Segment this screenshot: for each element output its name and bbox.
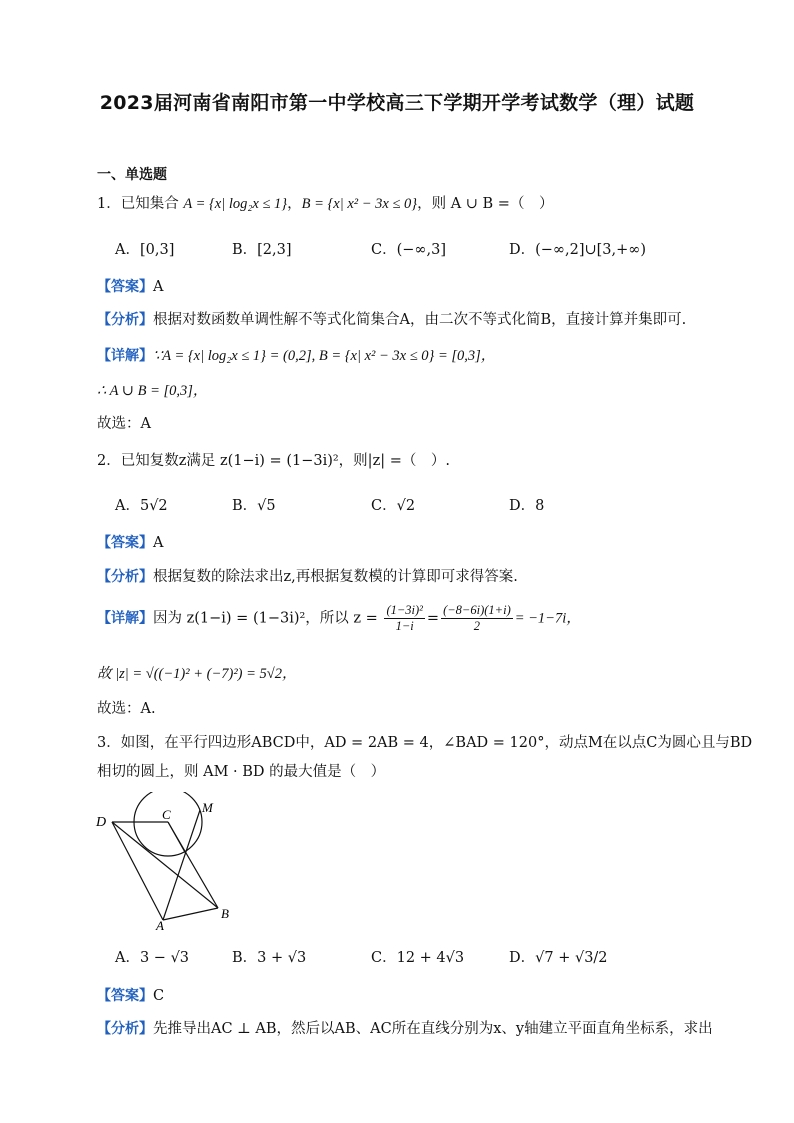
q1-detail [97, 344, 495, 365]
diagonal-bd [112, 822, 218, 908]
circle-c [134, 792, 202, 856]
q2-choose: 故选：A. [97, 701, 156, 717]
analysis-tag: 【分析】 [97, 569, 153, 585]
section-heading: 一、单选题 [97, 167, 167, 183]
q2-stem-text: 已知复数z满足 z(1−i) = (1−3i)²，则|z| =（ ）. [120, 453, 450, 469]
label-b: B [221, 906, 229, 921]
q1-detail-text: ∵A = {x| log₂x ≤ 1} = (0,2], B = {x| x² − 3x ≤ 0} = [0,3]， [153, 348, 496, 364]
q1-option-c: C．(−∞,3] [371, 242, 446, 258]
edge-ab [163, 908, 218, 920]
page-title: 2023届河南省南阳市第一中学校高三下学期开学考试数学（理）试题 [99, 92, 695, 114]
label-m: M [202, 800, 213, 815]
q3-option-a: A．3 − √3 [115, 950, 190, 966]
q3-option-b: B．3 + √3 [232, 950, 307, 966]
answer-tag: 【答案】 [97, 535, 153, 551]
q2-detail-2: 故 |z| = √((−1)² + (−7)²) = 5√2， [97, 666, 297, 682]
segment-am [163, 810, 200, 920]
q2-fraction-1: $\frac{\text{(1−3i)²}}{1-i}$ [386, 603, 423, 633]
q1-set-a: A = {x| log₂x ≤ 1} [183, 196, 288, 212]
q3-stem-text: 如图，在平行四边形ABCD中，AD = 2AB = 4，∠BAD = 120°，动点M在以点C为圆心且与BD [120, 735, 753, 751]
q2-option-b: B．√5 [232, 498, 276, 514]
label-c: C [162, 807, 171, 822]
q1-analysis [97, 308, 686, 329]
q3-analysis-text: 先推导出AC ⊥ AB，然后以AB、AC所在直线分别为x、y轴建立平面直角坐标系，求出 [153, 1021, 713, 1037]
q3-answer-value: C [153, 988, 165, 1004]
q2-answer-value: A [153, 535, 164, 551]
q2-option-d: D．8 [509, 498, 545, 514]
q2-detail-post: = −1−7i， [514, 610, 581, 627]
q1-answer [97, 276, 163, 296]
q2-answer [97, 532, 163, 552]
q2-stem [97, 449, 450, 470]
label-a: A [156, 918, 164, 932]
q3-stem-2: 相切的圆上，则 AM · BD 的最大值是（ ） [97, 764, 386, 780]
radius-line [168, 822, 186, 854]
answer-tag: 【答案】 [97, 279, 153, 295]
q1-choose: 故选：A [97, 416, 151, 432]
detail-tag: 【详解】 [97, 610, 153, 627]
analysis-tag: 【分析】 [97, 312, 153, 328]
q3-geometry-figure [90, 792, 250, 932]
answer-tag: 【答案】 [97, 988, 153, 1004]
q1-stem-post: ，则 A ∪ B =（ ） [417, 196, 554, 212]
label-d: D [96, 815, 107, 830]
q1-analysis-text: 根据对数函数单调性解不等式化简集合A，由二次不等式化简B，直接计算并集即可. [153, 312, 687, 328]
q1-stem-pre: 已知集合 [120, 196, 179, 212]
q1-answer-value: A [153, 279, 164, 295]
q2-number: 2． [97, 453, 121, 469]
q3-option-c: C．12 + 4√3 [371, 950, 465, 966]
detail-tag: 【详解】 [97, 348, 153, 364]
q1-detail-2: ∴ A ∪ B = [0,3]， [97, 383, 208, 399]
q1-number: 1． [97, 196, 121, 212]
q1-option-a: A．[0,3] [115, 242, 175, 258]
q1-option-b: B．[2,3] [232, 242, 292, 258]
q3-answer [97, 985, 164, 1005]
q1-option-d: D．(−∞,2]∪[3,+∞) [509, 242, 647, 258]
q2-option-c: C．√2 [371, 498, 416, 514]
q2-fraction-2: $\frac{(-8-6i)(1+i)}{2}$ [443, 603, 511, 633]
q1-stem: 1．已知集合 A = {x| log₂x ≤ 1}，B = {x| x² − 3x ≤ 0}，则 A ∪ B =（ ） [97, 196, 554, 212]
q3-number: 3． [97, 735, 121, 751]
q3-stem-1 [97, 731, 752, 752]
q2-detail: 【详解】因为 z(1−i) = (1−3i)²，所以 z = $\frac{\text{(1−3i)²}}{1-i}$ = $\frac{(-8-6i)(1+i)}{2}$ = −1−7i， [97, 603, 581, 633]
q2-analysis [97, 565, 518, 586]
q3-option-d: D．√7 + √3/2 [509, 950, 608, 966]
q2-detail-pre: 因为 z(1−i) = (1−3i)²，所以 z = [153, 610, 378, 627]
analysis-tag: 【分析】 [97, 1021, 153, 1037]
q3-analysis [97, 1017, 713, 1038]
q1-set-b: B = {x| x² − 3x ≤ 0} [301, 196, 418, 212]
q2-analysis-text: 根据复数的除法求出z,再根据复数模的计算即可求得答案. [153, 569, 518, 585]
q2-option-a: A．5√2 [115, 498, 168, 514]
